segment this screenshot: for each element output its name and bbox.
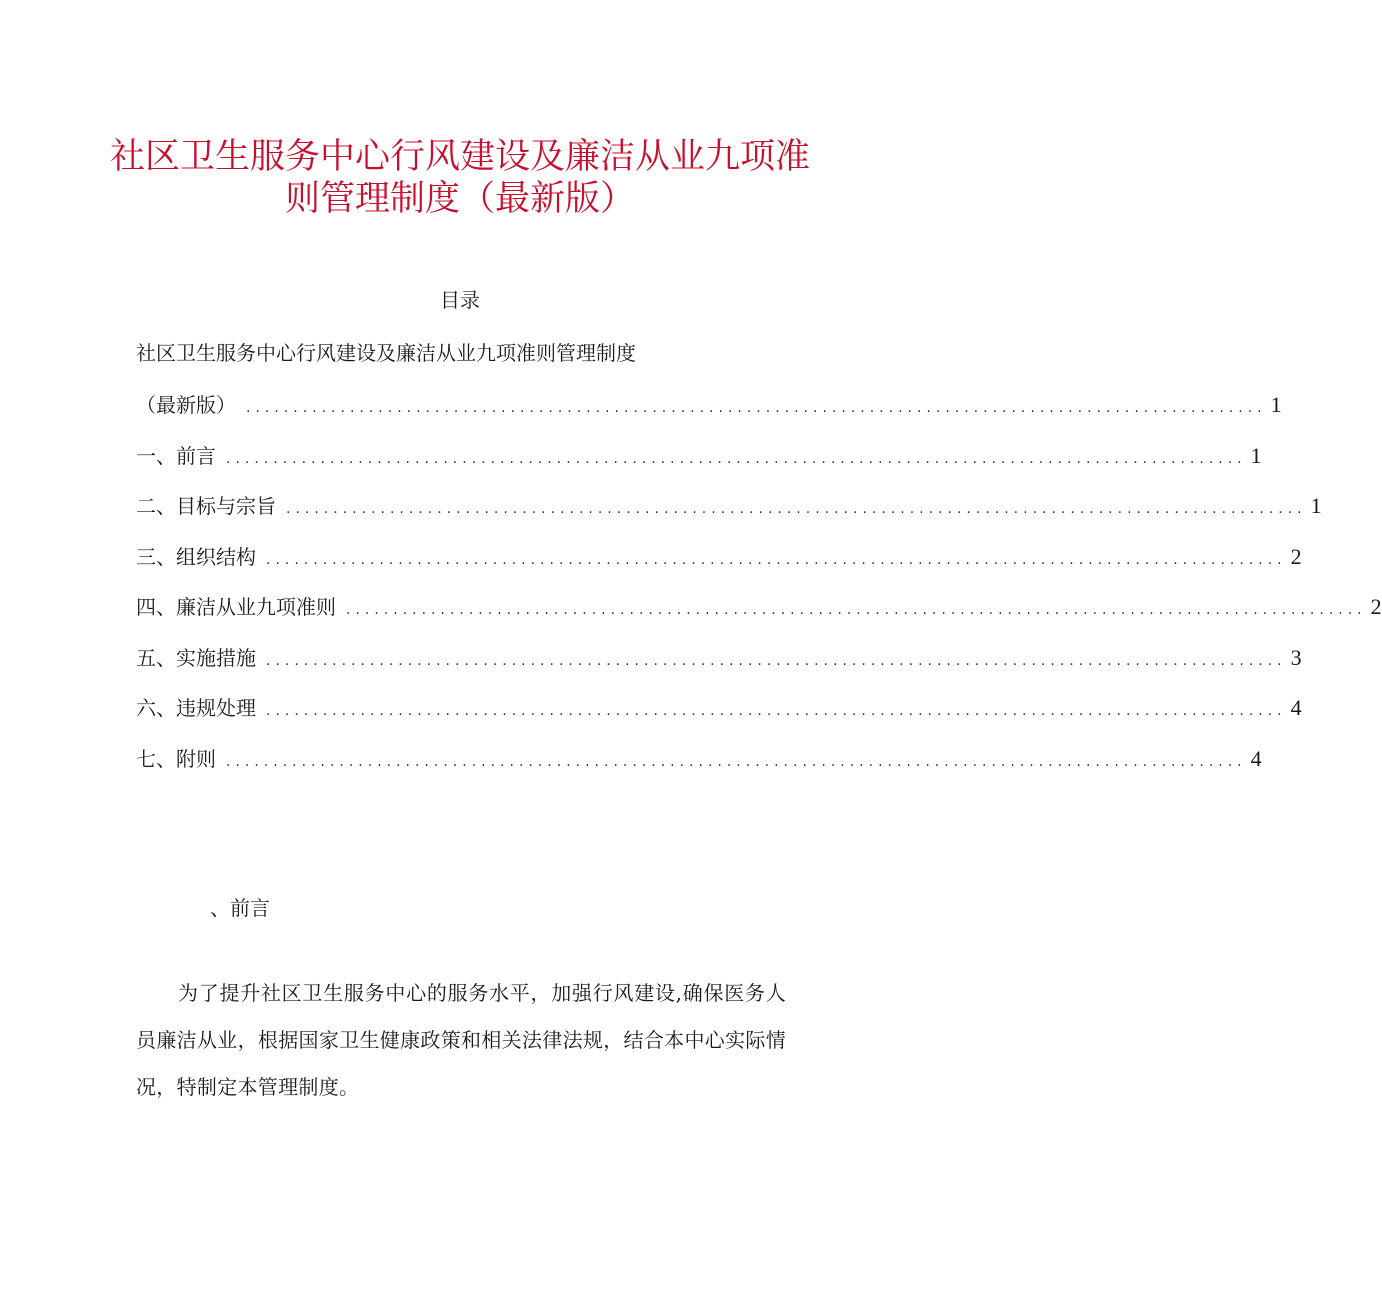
toc-entry-title-line[interactable]: 社区卫生服务中心行风建设及廉洁从业九项准则管理制度 — [136, 341, 636, 365]
toc-page-number: 2 — [1290, 543, 1302, 569]
toc-leader-dots: ............................................................................................................ — [226, 450, 1247, 467]
toc-leader-dots: ............................................................................................................ — [226, 753, 1247, 770]
toc-entry-label: 三、组织结构 — [136, 544, 256, 569]
toc-page-number: 3 — [1290, 644, 1302, 670]
toc-entry-goals[interactable] — [136, 493, 1322, 545]
toc-entry-organization[interactable] — [136, 543, 1302, 596]
section-heading-preface: 、前言 — [210, 896, 270, 920]
toc-page-number: 4 — [1290, 695, 1302, 720]
toc-entry-nine-principles[interactable] — [136, 594, 1382, 646]
document-title-line-1: 社区卫生服务中心行风建设及廉洁从业九项准 — [109, 137, 810, 177]
toc-page-number: 1 — [1310, 493, 1322, 518]
toc-leader-dots: ............................................................................................................ — [346, 602, 1367, 618]
toc-entry-label: 一、前言 — [136, 443, 216, 468]
toc-page-number: 1 — [1270, 392, 1282, 417]
document-title-line-2: 则管理制度（最新版） — [284, 179, 635, 219]
toc-entry-label: （最新版） — [136, 393, 236, 417]
toc-entry-label: 七、附则 — [136, 746, 216, 771]
toc-entry-violations[interactable] — [136, 695, 1302, 747]
toc-entry-preface[interactable] — [136, 442, 1262, 495]
toc-page-number: 4 — [1250, 745, 1262, 771]
toc-entry-label: 四、廉洁从业九项准则 — [136, 595, 336, 619]
toc-entry-measures[interactable] — [136, 644, 1302, 697]
toc-entry-appendix[interactable] — [136, 745, 1262, 798]
toc-leader-dots: ............................................................................................................ — [266, 652, 1287, 669]
table-of-contents — [136, 392, 1382, 797]
preface-paragraph: 为了提升社区卫生服务中心的服务水平，加强行风建设,确保医务人员廉洁从业，根据国家卫生健康政策和相关法律法规，结合本中心实际情况，特制定本管理制度。 — [136, 981, 786, 1099]
toc-leader-dots: ............................................................................................................ — [266, 703, 1287, 719]
toc-page-number: 2 — [1370, 594, 1382, 619]
toc-leader-dots: ............................................................................................................ — [246, 400, 1267, 416]
toc-entry-label: 二、目标与宗旨 — [136, 494, 276, 518]
toc-leader-dots: ............................................................................................................ — [266, 551, 1287, 568]
toc-leader-dots: ............................................................................................................ — [286, 501, 1307, 517]
toc-entry-label: 五、实施措施 — [136, 645, 256, 670]
toc-entry-label: 六、违规处理 — [136, 696, 256, 720]
toc-heading: 目录 — [440, 288, 480, 312]
toc-page-number: 1 — [1250, 442, 1262, 468]
toc-entry-title-cont[interactable] — [136, 392, 1282, 444]
